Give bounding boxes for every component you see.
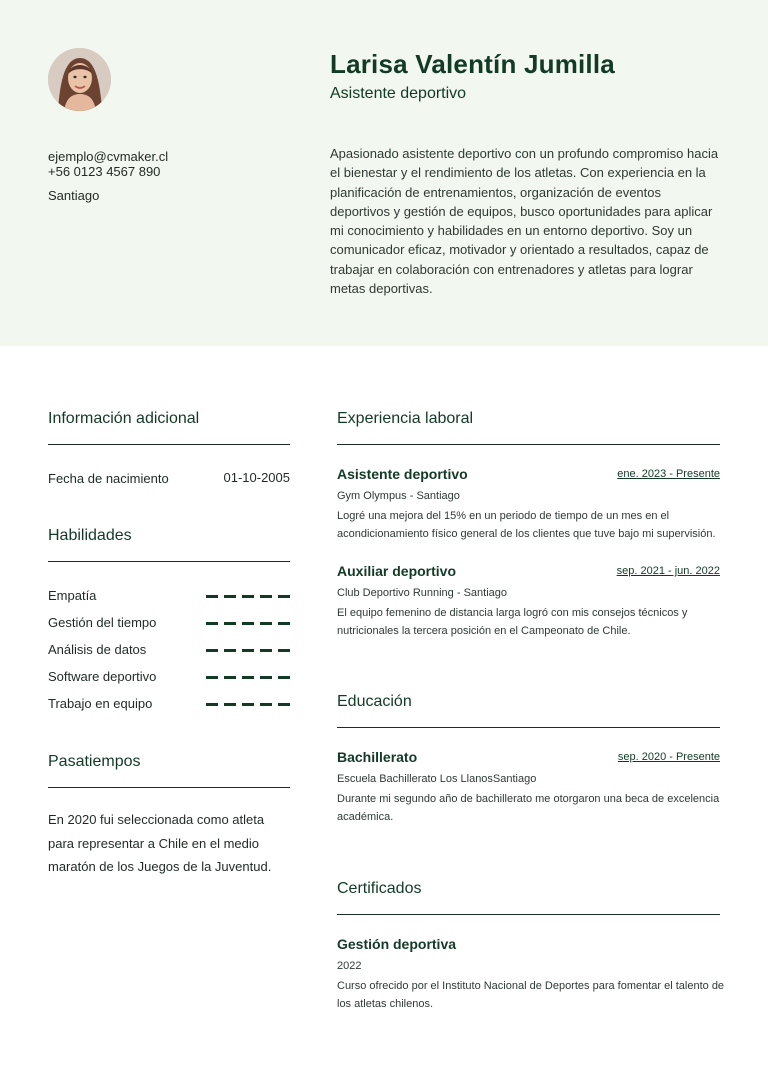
divider xyxy=(48,561,290,562)
divider xyxy=(337,914,720,915)
profile-photo-icon xyxy=(48,48,111,111)
birth-date-value: 01-10-2005 xyxy=(223,470,290,485)
job-place: Gym Olympus - Santiago xyxy=(337,490,460,502)
education-school: Escuela Bachillerato Los LlanosSantiago xyxy=(337,773,537,785)
skill-level-meter xyxy=(206,703,290,706)
education-heading: Educación xyxy=(337,693,412,710)
avatar xyxy=(48,48,111,111)
email-text: ejemplo@cvmaker.cl xyxy=(48,149,169,164)
education-title: Bachillerato xyxy=(337,749,418,765)
city-text: Santiago xyxy=(48,188,100,203)
job-title: Asistente deportivo xyxy=(337,466,468,482)
skill-label: Software deportivo xyxy=(48,669,157,684)
skill-level-meter xyxy=(206,622,290,625)
skill-label: Gestión del tiempo xyxy=(48,615,157,630)
divider xyxy=(337,444,720,445)
skill-level-meter xyxy=(206,595,290,598)
certificates-heading: Certificados xyxy=(337,880,422,897)
education-description: Durante mi segundo año de bachillerato me otorgaron una beca de excelencia académica. xyxy=(337,793,720,823)
header-panel xyxy=(0,0,768,346)
job-place: Club Deportivo Running - Santiago xyxy=(337,587,507,599)
hobbies-text: En 2020 fui seleccionada como atleta para representar a Chile en el medio maratón de los Juegos de la Juventud. xyxy=(48,812,272,874)
additional-info-heading: Información adicional xyxy=(48,410,200,427)
birth-date-label: Fecha de nacimiento xyxy=(48,471,169,486)
candidate-name: Larisa Valentín Jumilla xyxy=(330,49,615,79)
education-date: sep. 2020 - Presente xyxy=(617,751,720,763)
divider xyxy=(48,444,290,445)
skill-level-meter xyxy=(206,676,290,679)
certificate-description: Curso ofrecido por el Instituto Nacional de Deportes para fomentar el talento de los atletas chilenos. xyxy=(337,980,725,1010)
profile-summary: Apasionado asistente deportivo con un profundo compromiso hacia el bienestar y el rendimiento de los atletas. Con experiencia en la planificación de entrenamientos, organización de eventos deportivos y gestión de equipos, busco oportunidades para aplicar mi conocimiento y habilidades en un entorno deportivo. Soy un comunicador eficaz, motivador y orientado a resultados, capaz de trabajar en colaboración con entrenadores y atletas para lograr metas deportivas. xyxy=(330,146,719,297)
certificate-year: 2022 xyxy=(337,960,362,972)
job-description: El equipo femenino de distancia larga logró con mis consejos técnicos y nutricionales la tercera posición en el Campeonato de Chile. xyxy=(337,607,688,637)
job-date: ene. 2023 - Presente xyxy=(617,468,720,480)
divider xyxy=(337,727,720,728)
skill-label: Análisis de datos xyxy=(48,642,147,657)
job-description: Logré una mejora del 15% en un periodo de tiempo de un mes en el acondicionamiento físico general de los clientes que tuve bajo mi supervisión. xyxy=(337,510,716,540)
certificate-title: Gestión deportiva xyxy=(337,936,457,952)
job-title: Asistente deportivo xyxy=(330,85,467,102)
phone-text: +56 0123 4567 890 xyxy=(48,164,161,179)
skill-label: Trabajo en equipo xyxy=(48,696,153,711)
divider xyxy=(48,787,290,788)
contact-block xyxy=(48,149,168,179)
skill-label: Empatía xyxy=(48,588,97,603)
skill-level-meter xyxy=(206,649,290,652)
job-date: sep. 2021 - jun. 2022 xyxy=(616,565,720,577)
skills-heading: Habilidades xyxy=(48,527,132,544)
job-title: Auxiliar deportivo xyxy=(337,563,457,579)
hobbies-heading: Pasatiempos xyxy=(48,753,141,770)
experience-heading: Experiencia laboral xyxy=(337,410,474,427)
